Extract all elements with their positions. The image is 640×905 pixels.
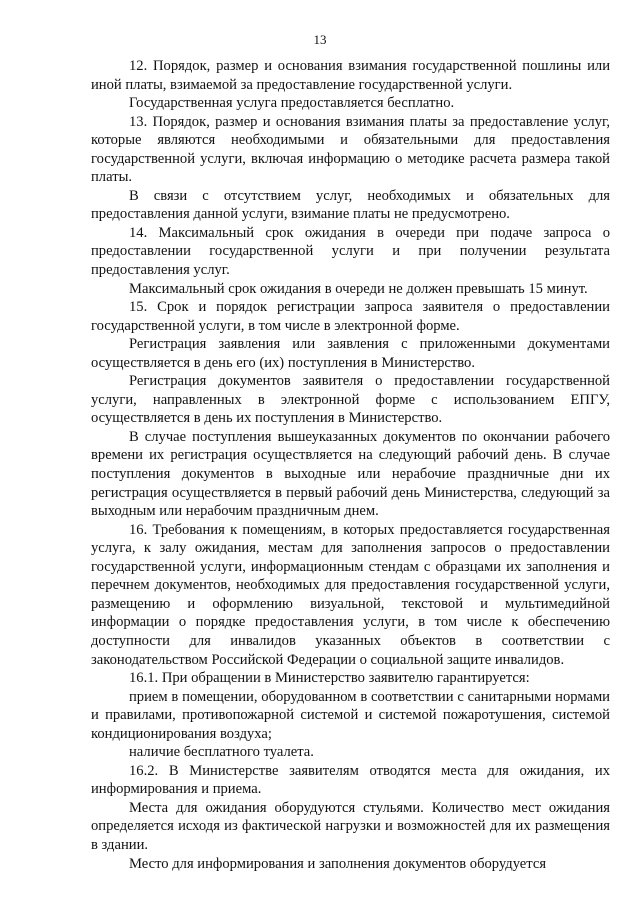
paragraph: Государственная услуга предоставляется бесплатно. xyxy=(129,95,455,112)
paragraph: В случае поступления вышеуказанных документов по окончании рабочего времени их регистрация осуществляется на следующий рабочий день. В случае поступления документов в выходные или нерабочие праздничные дни их регистрация осуществляется в первый рабочий день Министерства, следующий за выходным или нерабочим праздничным днем. xyxy=(91,428,610,520)
paragraph: 14. Максимальный срок ожидания в очереди при подаче запроса о предоставлении государственной услуги и при получении результата предоставления услуг. xyxy=(91,224,610,279)
paragraph: наличие бесплатного туалета. xyxy=(129,744,314,761)
paragraph: Место для информирования и заполнения документов оборудуется xyxy=(129,855,547,872)
paragraph: 12. Порядок, размер и основания взимания государственной пошлины или иной платы, взимаемой за предоставление государственной услуги. xyxy=(91,58,610,93)
paragraph: 13. Порядок, размер и основания взимания платы за предоставление услуг, которые являются необходимыми и обязательными для предоставления государственной услуги, включая информацию о методике расчета размера такой платы. xyxy=(91,113,610,186)
paragraph: 16.2. В Министерстве заявителям отводятся места для ожидания, их информирования и приема. xyxy=(91,762,610,798)
paragraph: Места для ожидания оборудуются стульями. Количество мест ожидания определяется исходя из фактической нагрузки и возможностей для их размещения в здании. xyxy=(91,799,610,853)
paragraph: В связи с отсутствием услуг, необходимых и обязательных для предоставления данной услуги, взимание платы не предусмотрено. xyxy=(91,187,610,223)
paragraph: Регистрация заявления или заявления с приложенными документами осуществляется в день его (их) поступления в Министерство. xyxy=(91,336,610,371)
paragraph: 15. Срок и порядок регистрации запроса заявителя о предоставлении государственной услуги, в том числе в электронной форме. xyxy=(91,299,610,334)
paragraph: Регистрация документов заявителя о предоставлении государственной услуги, направленных в электронной форме с использованием ЕПГУ, осуществляется в день их поступления в Министерство. xyxy=(91,373,610,427)
paragraph: прием в помещении, оборудованном в соответствии с санитарными нормами и правилами, противопожарной системой и системой пожаротушения, системой кондиционирования воздуха; xyxy=(91,688,610,742)
paragraph: Максимальный срок ожидания в очереди не должен превышать 15 минут. xyxy=(129,280,588,297)
paragraph: 16.1. При обращении в Министерство заявителю гарантируется: xyxy=(129,670,530,687)
document-body xyxy=(91,57,610,873)
page-number: 13 xyxy=(313,32,327,47)
paragraph: 16. Требования к помещениям, в которых предоставляется государственная услуга, к залу ожидания, местам для заполнения запросов о предоставлении государственной услуги, информационным стендам с образцами их заполнения и перечнем документов, необходимых для предоставления государственной услуги, размещению и оформлению визуальной, текстовой и мультимедийной информации о порядке предоставления услуги, в том числе к обеспечению доступности для инвалидов указанных объектов в соответствии с законодательством Российской Федерации о социальной защите инвалидов. xyxy=(91,521,610,668)
